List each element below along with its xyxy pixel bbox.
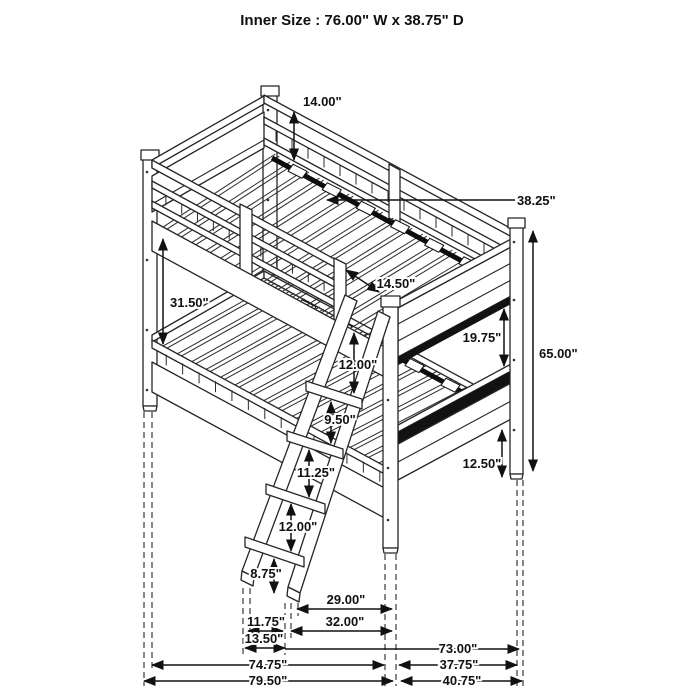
- right-post-foot: [510, 474, 523, 479]
- dim-bunk-clearance: 31.50": [170, 295, 209, 310]
- dim-step-gap-2: 9.50": [324, 412, 356, 427]
- dim-overall-length: 74.75": [248, 657, 288, 672]
- front-post-cap: [381, 296, 400, 307]
- dim-ladder-feet-outer: 13.50": [244, 631, 284, 646]
- dim-step-gap-4: 12.00": [278, 519, 318, 534]
- dim-ladder-feet-inner: 11.75": [247, 614, 285, 629]
- diagram-title: Inner Size : 76.00" W x 38.75" D: [240, 12, 464, 29]
- dim-slat-length: 38.25": [517, 193, 556, 208]
- dim-step-gap-bottom: 8.75": [250, 566, 282, 581]
- dim-ladder-inner-to-post: 29.00": [326, 592, 366, 607]
- dim-overall-height: 65.00": [539, 346, 578, 361]
- front-post-foot: [383, 548, 398, 553]
- dim-frame-length: 73.00": [438, 641, 478, 656]
- dim-overall-length-with-ladder: 79.50": [248, 673, 288, 688]
- dim-footboard-gap: 19.75": [462, 330, 502, 345]
- dim-overall-depth: 40.75": [442, 673, 482, 688]
- right-post: [510, 227, 523, 474]
- dim-step-gap-3: 11.25": [297, 465, 335, 480]
- dim-frame-depth: 37.75": [439, 657, 479, 672]
- dim-under-clearance: 12.50": [462, 456, 502, 471]
- dim-ladder-opening: 14.50": [376, 276, 416, 291]
- right-post-cap: [508, 218, 525, 228]
- back-guard-rail-2: [264, 117, 512, 258]
- back-guard-rail-1: [264, 95, 512, 237]
- left-post-foot: [143, 406, 157, 411]
- front-post: [383, 306, 398, 548]
- dim-guard-rail-height: 14.00": [303, 94, 342, 109]
- dim-ladder-outer-to-post: 32.00": [325, 614, 365, 629]
- back-guard-mid-post: [389, 164, 400, 224]
- dim-step-gap-top: 12.00": [338, 357, 378, 372]
